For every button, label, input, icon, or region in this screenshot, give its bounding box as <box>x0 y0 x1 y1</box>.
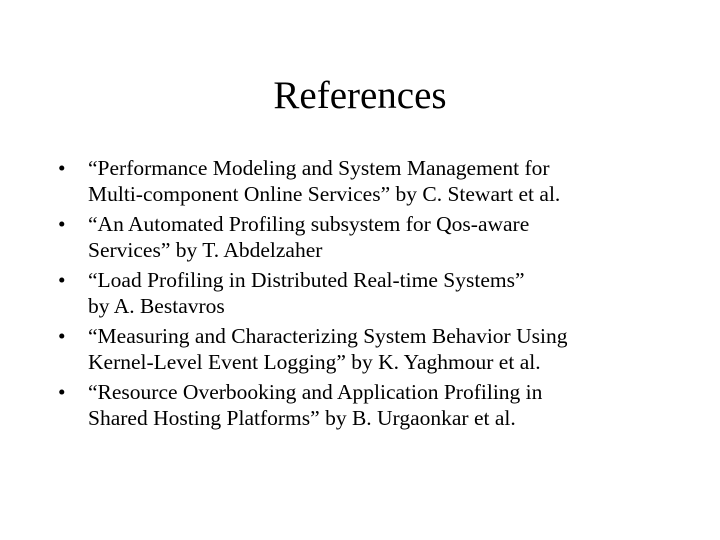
reference-line: Multi-component Online Services” by C. Stewart et al. <box>88 182 561 206</box>
reference-line: “Resource Overbooking and Application Profiling in <box>88 380 543 404</box>
reference-line: “Performance Modeling and System Management for <box>88 156 550 180</box>
reference-item <box>58 267 698 319</box>
reference-item <box>58 155 698 207</box>
reference-line: “Measuring and Characterizing System Behavior Using <box>88 324 568 348</box>
reference-item <box>58 379 698 431</box>
reference-item <box>58 323 698 375</box>
references-list <box>58 155 698 435</box>
reference-line: by A. Bestavros <box>88 294 225 318</box>
reference-line: “Load Profiling in Distributed Real-time Systems” <box>88 268 525 292</box>
bullet-icon: • <box>58 156 66 180</box>
bullet-icon: • <box>58 212 66 236</box>
slide-title: References <box>273 74 447 117</box>
bullet-icon: • <box>58 324 66 348</box>
bullet-icon: • <box>58 268 66 292</box>
reference-line: Services” by T. Abdelzaher <box>88 238 323 262</box>
reference-item <box>58 211 698 263</box>
reference-line: Kernel-Level Event Logging” by K. Yaghmour et al. <box>88 350 541 374</box>
bullet-icon: • <box>58 380 66 404</box>
reference-line: “An Automated Profiling subsystem for Qos-aware <box>88 212 530 236</box>
reference-line: Shared Hosting Platforms” by B. Urgaonkar et al. <box>88 406 516 430</box>
